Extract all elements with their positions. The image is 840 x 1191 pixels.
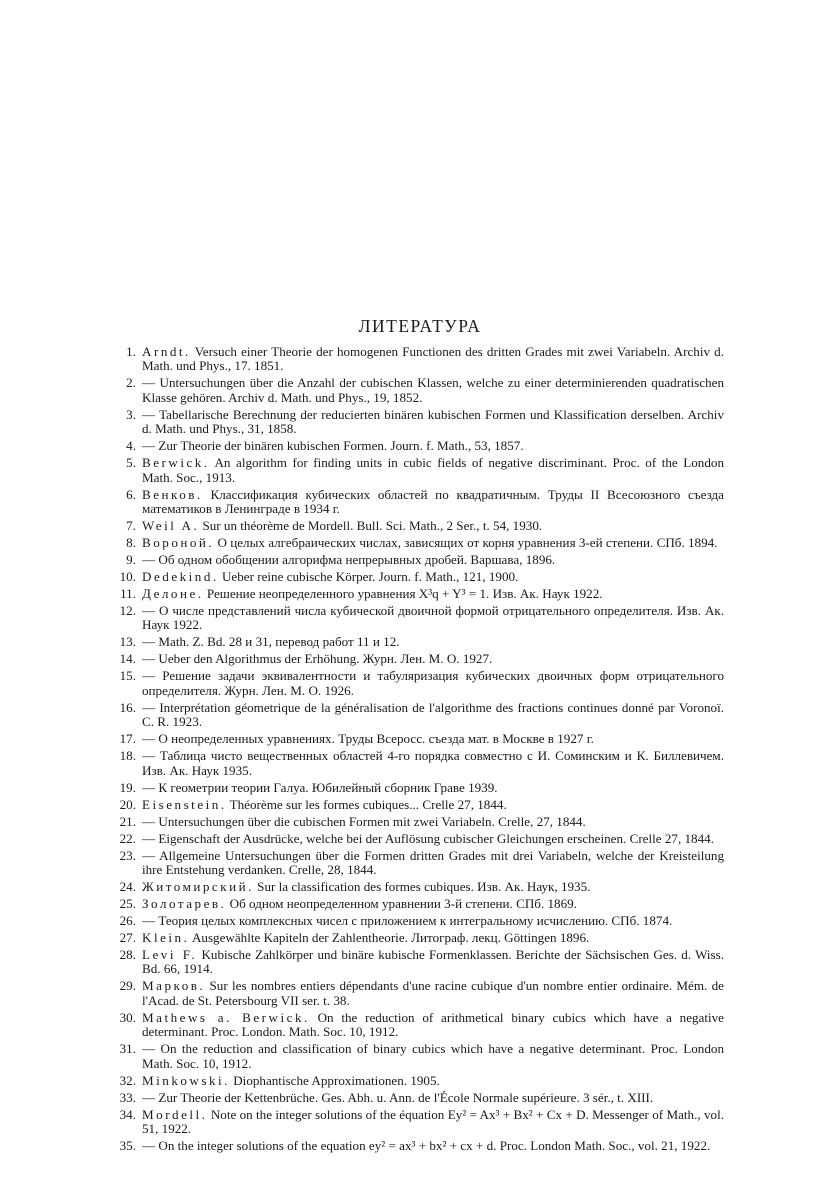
reference-text: Теория целых комплексных чисел с приложением к интегральному исчислению. СПб. 1874. — [158, 913, 673, 929]
reference-author: Eisenstein. — [142, 796, 227, 812]
reference-text: Об одном обобщении алгорифма непрерывных дробей. Варшава, 1896. — [158, 552, 556, 568]
reference-number: 24. — [119, 879, 136, 895]
reference-item — [112, 979, 724, 1008]
reference-number: 21. — [119, 813, 136, 829]
reference-item — [112, 1074, 724, 1088]
reference-number: 31. — [119, 1041, 136, 1057]
reference-item — [112, 880, 724, 894]
reference-item — [112, 553, 724, 567]
reference-author: — — [142, 651, 156, 667]
reference-author: — — [142, 779, 156, 795]
reference-item — [112, 948, 724, 977]
reference-item — [112, 914, 724, 928]
reference-text: Théorème sur les formes cubiques... Crelle 27, 1844. — [229, 796, 507, 812]
reference-number: 9. — [126, 552, 136, 568]
reference-item — [112, 1091, 724, 1105]
reference-number: 27. — [119, 930, 136, 946]
reference-number: 5. — [126, 455, 136, 471]
reference-text: On the reduction of arithmetical binary cubics which have a negative determinant. Proc. London. Math. Soc. 10, 1912. — [142, 1009, 724, 1040]
reference-item — [112, 604, 724, 633]
reference-text: Ueber den Algorithmus der Erhöhung. Журн. Лен. М. О. 1927. — [158, 651, 493, 667]
reference-author: — — [142, 375, 156, 391]
reference-text: Об одном неопределенном уравнении 3-й степени. СПб. 1869. — [229, 896, 577, 912]
reference-text: Таблица чисто вещественных областей 4-го порядка совместно с И. Соминским и К. Биллевичем. Изв. Ак. Наук 1935. — [142, 748, 724, 778]
reference-author: Марков. — [142, 978, 206, 994]
reference-author: — — [142, 748, 156, 764]
reference-text: О неопределенных уравнениях. Труды Всеросс. съезда мат. в Москве в 1927 г. — [158, 731, 594, 747]
reference-text: Ueber reine cubische Körper. Journ. f. Math., 121, 1900. — [221, 569, 519, 585]
reference-number: 15. — [119, 668, 136, 684]
reference-item — [112, 345, 724, 374]
reference-number: 11. — [120, 586, 136, 602]
reference-number: 16. — [119, 699, 136, 715]
reference-item — [112, 897, 724, 911]
page-title: ЛИТЕРАТУРА — [358, 316, 482, 336]
reference-text: Zur Theorie der Kettenbrüche. Ges. Abh. u. Ann. de l'École Normale supérieure. 3 sér., t. XIII. — [158, 1089, 654, 1105]
reference-text: Классификация кубических областей по квадратичным. Труды II Всесоюзного съезда математиков в Ленинграде в 1934 г. — [142, 486, 724, 517]
reference-number: 10. — [119, 569, 136, 585]
reference-text: Sur un théorème de Mordell. Bull. Sci. Math., 2 Ser., t. 54, 1930. — [202, 518, 543, 534]
reference-item — [112, 931, 724, 945]
reference-text: Diophantische Approximationen. 1905. — [233, 1072, 440, 1088]
reference-author: — — [142, 438, 156, 454]
reference-list — [112, 345, 724, 1156]
reference-text: Eigenschaft der Ausdrücke, welche bei der Auflösung cubischer Gleichungen erscheinen. Crelle 27, 1844. — [158, 830, 714, 846]
reference-text: Решение задачи эквивалентности и табуляризация кубических двоичных форм отрицательного определителя. Журн. Лен. М. О. 1926. — [142, 668, 724, 698]
reference-item — [112, 701, 724, 730]
reference-number: 13. — [119, 634, 136, 650]
reference-author: — — [142, 830, 156, 846]
reference-item — [112, 669, 724, 698]
reference-number: 18. — [119, 748, 136, 764]
reference-author: Житомирский. — [142, 879, 254, 895]
reference-item — [112, 536, 724, 550]
reference-item — [112, 652, 724, 666]
reference-author: Золотарев. — [142, 896, 227, 912]
reference-author: Вороной. — [142, 535, 215, 551]
reference-author: Mathews a. Berwick. — [142, 1009, 310, 1025]
reference-text: Решение неопределенного уравнения X³q + Y³ = 1. Изв. Ак. Наук 1922. — [206, 586, 603, 602]
reference-item — [112, 749, 724, 778]
reference-author: — — [142, 731, 156, 747]
reference-text: Math. Z. Bd. 28 и 31, перевод работ 11 и 12. — [158, 634, 400, 650]
reference-author: — — [142, 1089, 156, 1105]
reference-number: 20. — [119, 796, 136, 812]
reference-text: Sur la classification des formes cubiques. Изв. Ак. Наук, 1935. — [257, 879, 591, 895]
reference-item — [112, 408, 724, 437]
reference-author: Minkowski. — [142, 1072, 230, 1088]
reference-number: 23. — [119, 847, 136, 863]
reference-number: 8. — [126, 535, 136, 551]
reference-item — [112, 798, 724, 812]
reference-item — [112, 519, 724, 533]
reference-text: On the integer solutions of the equation ey² = ax³ + bx² + cx + d. Proc. London Math. Soc., vol. 21, 1922. — [158, 1138, 711, 1154]
reference-number: 19. — [119, 779, 136, 795]
reference-item — [112, 1108, 724, 1137]
reference-text: К геометрии теории Галуа. Юбилейный сборник Граве 1939. — [158, 779, 498, 795]
reference-item — [112, 1139, 724, 1153]
reference-item — [112, 570, 724, 584]
reference-number: 22. — [119, 830, 136, 846]
reference-text: Versuch einer Theorie der homogenen Functionen des dritten Grades mit zwei Variabeln. Archiv d. Math. und Phys., 17. 1851. — [142, 344, 724, 374]
reference-author: Венков. — [142, 486, 203, 502]
reference-item — [112, 1042, 724, 1071]
reference-number: 6. — [126, 486, 136, 502]
reference-author: Weil A. — [142, 518, 200, 534]
reference-number: 33. — [119, 1089, 136, 1105]
reference-number: 1. — [126, 344, 136, 359]
reference-text: О целых алгебраических числах, зависящих от корня уравнения 3-ей степени. СПб. 1894. — [217, 535, 718, 551]
reference-author: — — [142, 552, 156, 568]
reference-author: — — [142, 699, 156, 715]
reference-item — [112, 587, 724, 601]
reference-text: Interprétation géometrique de la généralisation de l'algorithme des fractions continues donné par Voronoï. C. R. 1923. — [142, 699, 724, 730]
reference-item — [112, 1011, 724, 1040]
reference-author: — — [142, 603, 156, 619]
reference-item — [112, 439, 724, 453]
reference-author: — — [142, 813, 156, 829]
reference-author: Berwick. — [142, 455, 210, 471]
reference-text: Tabellarische Berechnung der reducierten binären kubischen Formen und Klassification derselben. Archiv d. Math. und Phys., 31, 1858. — [142, 406, 724, 437]
reference-author: — — [142, 634, 156, 650]
reference-text: Kubische Zahlkörper und binäre kubische Formenklassen. Berichte der Sächsischen Ges. d. Wiss. Bd. 66, 1914. — [142, 947, 725, 977]
reference-author: Mordell. — [142, 1106, 208, 1122]
reference-author: — — [142, 847, 156, 863]
reference-text: Untersuchungen über die Anzahl der cubischen Klassen, welche zu einer determinierenden quadratischen Klasse gehören. Archiv d. Math. und Phys., 19, 1852. — [142, 375, 724, 405]
reference-text: On the reduction and classification of binary cubics which have a negative determinant. Proc. London Math. Soc. 10, 1912. — [142, 1041, 724, 1071]
reference-author: — — [142, 406, 156, 422]
reference-number: 25. — [119, 896, 136, 912]
reference-number: 3. — [126, 406, 136, 422]
reference-author: — — [142, 913, 156, 929]
reference-number: 7. — [126, 518, 136, 534]
reference-author: Делоне. — [142, 586, 204, 602]
reference-number: 14. — [119, 651, 136, 667]
reference-text: О числе представлений числа кубической двоичной формой отрицательного определителя. Изв. Ак. Наук 1922. — [142, 603, 724, 633]
reference-number: 17. — [119, 731, 136, 747]
reference-text: Allgemeine Untersuchungen über die Formen dritten Grades mit drei Variabeln, welche der Kreisteilung ihre Entstehung verdanken. Crelle, 28, 1844. — [142, 847, 724, 878]
reference-number: 28. — [119, 947, 136, 963]
reference-text: Zur Theorie der binären kubischen Formen. Journ. f. Math., 53, 1857. — [158, 438, 524, 454]
reference-number: 29. — [119, 978, 136, 994]
reference-item — [112, 456, 724, 485]
reference-item — [112, 815, 724, 829]
reference-author: Dedekind. — [142, 569, 219, 585]
reference-author: Levi F. — [142, 947, 198, 963]
reference-author: — — [142, 1138, 156, 1154]
reference-item — [112, 376, 724, 405]
reference-author: — — [142, 668, 156, 684]
reference-text: An algorithm for finding units in cubic fields of negative discriminant. Proc. of the London Math. Soc., 1913. — [142, 455, 724, 485]
reference-item — [112, 849, 724, 878]
reference-number: 2. — [126, 375, 136, 391]
reference-item — [112, 732, 724, 746]
reference-number: 35. — [119, 1138, 136, 1154]
reference-item — [112, 832, 724, 846]
reference-author: Klein. — [142, 930, 190, 946]
reference-text: Note on the integer solutions of the équation Ey² = Ax³ + Bx² + Cx + D. Messenger of Math., vol. 51, 1922. — [142, 1106, 724, 1137]
reference-author: — — [142, 1041, 156, 1057]
reference-text: Sur les nombres entiers dépendants d'une racine cubique d'un nombre entier ordinaire. Mém. de l'Acad. de St. Petersbourg VII ser. t. 38. — [142, 978, 724, 1008]
reference-number: 32. — [119, 1072, 136, 1088]
reference-number: 26. — [119, 913, 136, 929]
reference-item — [112, 635, 724, 649]
reference-number: 34. — [119, 1106, 136, 1122]
reference-text: Ausgewählte Kapiteln der Zahlentheorie. Литограф. лекц. Göttingen 1896. — [191, 930, 590, 946]
reference-item — [112, 781, 724, 795]
reference-number: 4. — [126, 438, 136, 454]
reference-item — [112, 488, 724, 517]
reference-number: 30. — [119, 1009, 136, 1025]
reference-author: Arndt. — [142, 344, 191, 359]
reference-text: Untersuchungen über die cubischen Formen mit zwei Variabeln. Crelle, 27, 1844. — [158, 813, 586, 829]
reference-number: 12. — [119, 603, 136, 619]
